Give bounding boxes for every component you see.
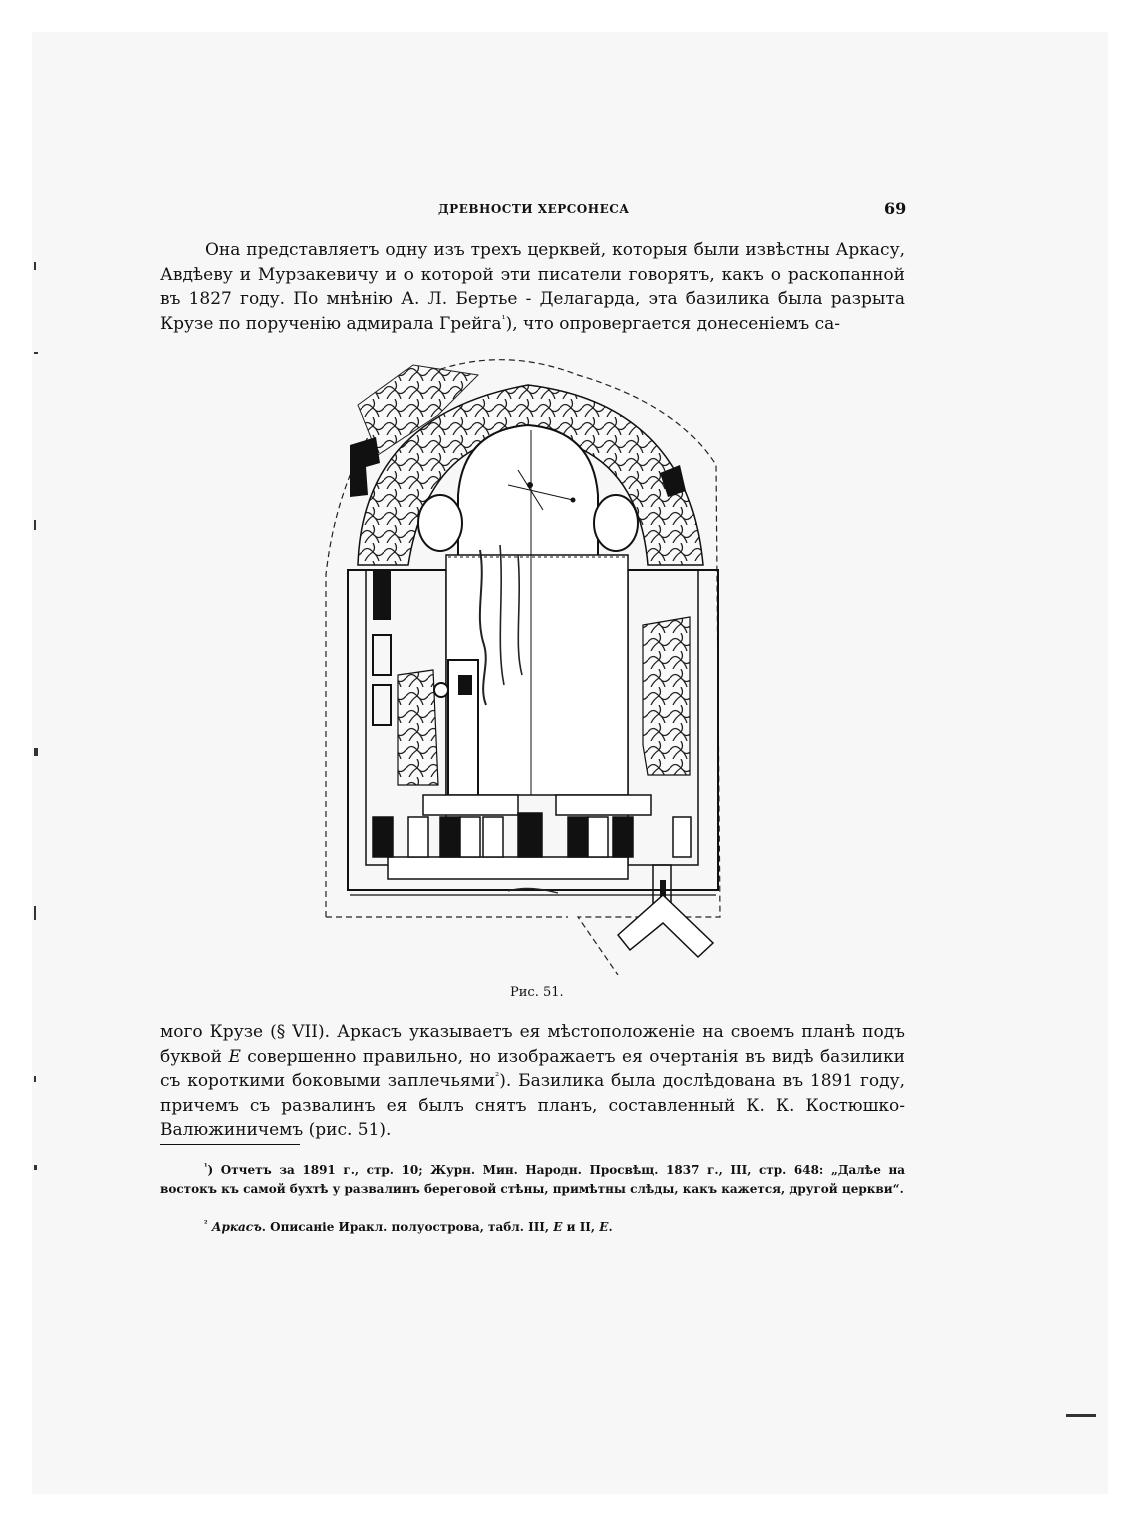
footnote-ref-1[interactable]: ¹ xyxy=(501,313,506,325)
page-number: 69 xyxy=(884,199,907,218)
margin-mark xyxy=(34,352,38,354)
footnote-text: . xyxy=(608,1220,613,1234)
footnote-text: . Описаніе Иракл. полуострова, табл. III, xyxy=(261,1220,554,1234)
footnote-mark: ² xyxy=(204,1218,208,1228)
margin-mark xyxy=(34,1076,36,1082)
basilica-plan-drawing xyxy=(318,345,738,975)
footnote-1 xyxy=(160,1157,905,1199)
margin-mark xyxy=(1066,1414,1096,1417)
footnote-author: Аркасъ xyxy=(211,1220,262,1234)
footnote-text: и II, xyxy=(562,1220,600,1234)
footnote-separator xyxy=(160,1144,300,1145)
margin-mark xyxy=(34,262,36,270)
margin-mark xyxy=(34,1165,37,1170)
margin-mark xyxy=(34,520,36,530)
plan-letter: E xyxy=(228,1046,241,1067)
footnote-ref-2[interactable]: ² xyxy=(495,1071,500,1083)
plan-letter: E xyxy=(599,1220,609,1234)
paragraph-text: совершенно правильно, но изображаетъ ея очертанія въ видѣ базилики съ короткими боковыми заплечьями xyxy=(160,1046,906,1091)
paragraph-text: ). Базилика была дослѣдована въ 1891 году, причемъ съ развалинъ ея былъ снятъ планъ, составленный К. К. Костюшко-Валюжиничемъ (рис. 51). xyxy=(160,1071,906,1140)
paragraph-text: Она представляетъ одну изъ трехъ церквей, которыя были извѣстны Аркасу, Авдѣеву и Мурзакевичу и о которой эти писатели говорятъ, какъ о раскопанной въ 1827 году. По мнѣнію А. Л. Бертье - Делагарда, эта базилика была разрыта Крузе по порученію адмирала Грейга xyxy=(160,240,905,334)
body-paragraph xyxy=(160,238,905,336)
running-title: ДРЕВНОСТИ ХЕРСОНЕСА xyxy=(438,202,630,216)
margin-mark xyxy=(34,906,36,920)
footnote-mark: ¹ xyxy=(204,1161,208,1171)
body-paragraph xyxy=(160,1020,905,1143)
footnote-2 xyxy=(160,1214,905,1237)
plan-letter: E xyxy=(553,1220,563,1234)
figure-caption: Рис. 51. xyxy=(510,985,564,1000)
paragraph-text: ), что опровергается донесеніемъ са- xyxy=(505,313,840,334)
paragraph-text: мого Крузе (§ VII). Аркасъ указываетъ ея мѣстоположеніе на своемъ планѣ подъ буквой xyxy=(160,1022,905,1067)
basilica-plan-figure xyxy=(318,345,738,975)
footnote-text: ) Отчетъ за 1891 г., стр. 10; Журн. Мин. Народн. Просвѣщ. 1837 г., III, стр. 648: „Далѣе на востокъ къ самой бухтѣ у развалинъ береговой стѣны, примѣтны слѣды, какъ кажется, другой церкви“. xyxy=(160,1163,905,1196)
margin-mark xyxy=(34,748,38,756)
